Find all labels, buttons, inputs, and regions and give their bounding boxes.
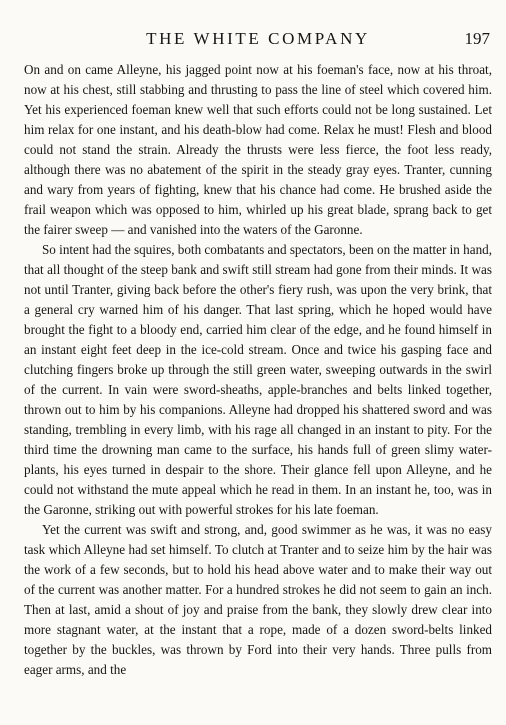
running-head	[24, 28, 492, 50]
paragraph-2: So intent had the squires, both combatants and spectators, been on the matter in hand, that all thought of the steep bank and swift still stream had gone from their minds. It was not until Tranter, giving back before the other's fiery rush, was upon the very brink, that a general cry warned him of his danger. That last spring, which he hoped would have brought the fight to a bloody end, carried him clear of the edge, and he found himself in an instant eight feet deep in the ice-cold stream. Once and twice his gasping face and clutching fingers broke up through the still green water, sweeping outwards in the swirl of the current. In vain were sword-sheaths, apple-branches and belts linked together, thrown out to him by his companions. Alleyne had dropped his shattered sword and was standing, trembling in every limb, with his rage all changed in an instant to pity. For the third time the drowning man came to the surface, his hands full of green slimy water-plants, his eyes turned in despair to the shore. Their glance fell upon Alleyne, and he could not withstand the mute appeal which he read in them. In an instant he, too, was in the Garonne, striking out with powerful strokes for his late foeman.	[24, 242, 492, 517]
paragraph-3: Yet the current was swift and strong, and, good swimmer as he was, it was no easy task which Alleyne had set himself. To clutch at Tranter and to seize him by the hair was the work of a few seconds, but to hold his head above water and to make their way out of the current was another matter. For a hundred strokes he did not seem to gain an inch. Then at last, amid a shout of joy and praise from the bank, they slowly drew clear into more stagnant water, at the instant that a rope, made of a dozen sword-belts linked together by the buckles, was thrown by Ford into their very hands. Three pulls from eager arms, and the	[24, 522, 492, 677]
paragraph-1: On and on came Alleyne, his jagged point now at his foeman's face, now at his throat, now at his chest, still stabbing and thrusting to pass the line of steel which covered him. Yet his experienced foeman knew well that such efforts could not be long sustained. Let him relax for one instant, and his death-blow had come. Relax he must! Flesh and blood could not stand the strain. Already the thrusts were less fierce, the foot less ready, although there was no abatement of the spirit in the steady gray eyes. Tranter, cunning and wary from years of fighting, knew that his chance had come. He brushed aside the frail weapon which was opposed to him, whirled up his great blade, sprang back to get the fairer sweep — and vanished into the waters of the Garonne.	[24, 62, 492, 237]
running-title: THE WHITE COMPANY	[146, 29, 370, 48]
body-text	[24, 60, 492, 680]
page-number: 197	[464, 29, 490, 48]
book-page	[24, 28, 492, 718]
